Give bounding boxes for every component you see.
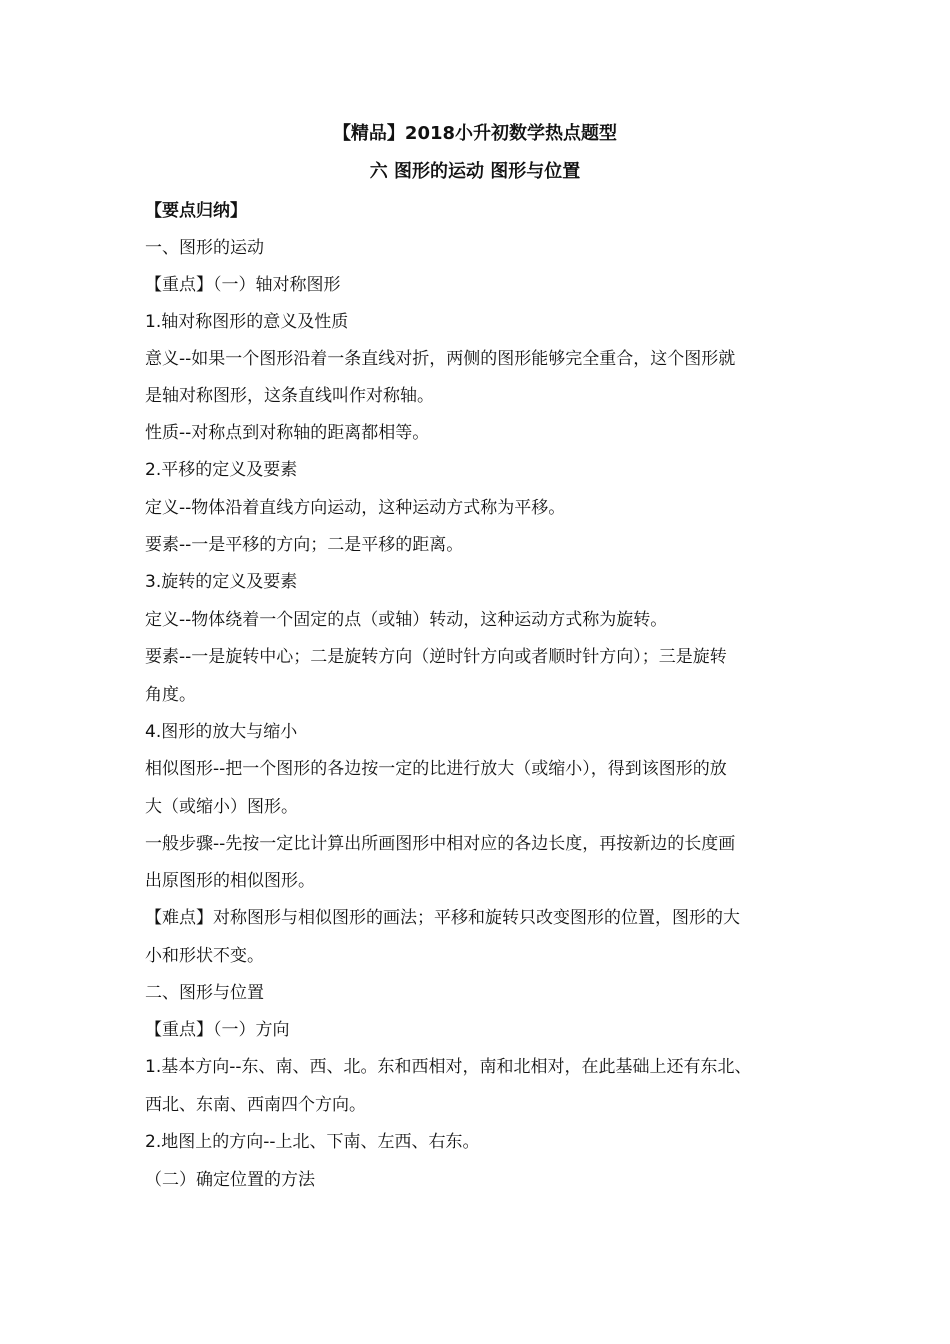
text-line: 要素--一是平移的方向；二是平移的距离。 <box>145 535 464 555</box>
section-heading-summary: 【要点归纳】 <box>145 201 247 221</box>
item-heading: 1.轴对称图形的意义及性质 <box>145 312 349 332</box>
text-line: 出原图形的相似图形。 <box>145 871 315 891</box>
difficulty-line: 【难点】对称图形与相似图形的画法；平移和旋转只改变图形的位置，图形的大 <box>145 908 740 928</box>
section-heading-1: 一、图形的运动 <box>145 238 264 258</box>
text-line: 2.地图上的方向--上北、下南、左西、右东。 <box>145 1132 480 1152</box>
text-line: 1.基本方向--东、南、西、北。东和西相对，南和北相对，在此基础上还有东北、 <box>145 1057 752 1077</box>
text-line: 性质--对称点到对称轴的距离都相等。 <box>145 423 430 443</box>
text-line: 小和形状不变。 <box>145 946 264 966</box>
text-line: 角度。 <box>145 685 196 705</box>
text-line: 定义--物体沿着直线方向运动，这种运动方式称为平移。 <box>145 498 566 518</box>
subsection-heading: （二）确定位置的方法 <box>145 1170 315 1190</box>
text-line: 大（或缩小）图形。 <box>145 797 298 817</box>
item-heading: 3.旋转的定义及要素 <box>145 572 298 592</box>
document-title: 【精品】2018小升初数学热点题型 <box>332 123 618 144</box>
section-heading-2: 二、图形与位置 <box>145 983 264 1003</box>
item-heading: 4.图形的放大与缩小 <box>145 722 298 742</box>
item-heading: 2.平移的定义及要素 <box>145 460 298 480</box>
key-point-heading: 【重点】（一）轴对称图形 <box>145 275 341 295</box>
document-subtitle: 六 图形的运动 图形与位置 <box>369 161 581 182</box>
text-line: 要素--一是旋转中心；二是旋转方向（逆时针方向或者顺时针方向）；三是旋转 <box>145 647 727 667</box>
text-line: 定义--物体绕着一个固定的点（或轴）转动，这种运动方式称为旋转。 <box>145 610 668 630</box>
text-line: 一般步骤--先按一定比计算出所画图形中相对应的各边长度，再按新边的长度画 <box>145 834 736 854</box>
text-line: 是轴对称图形，这条直线叫作对称轴。 <box>145 386 434 406</box>
text-line: 意义--如果一个图形沿着一条直线对折，两侧的图形能够完全重合，这个图形就 <box>145 349 736 369</box>
key-point-heading: 【重点】（一）方向 <box>145 1020 290 1040</box>
text-line: 西北、东南、西南四个方向。 <box>145 1095 366 1115</box>
text-line: 相似图形--把一个图形的各边按一定的比进行放大（或缩小），得到该图形的放 <box>145 759 727 779</box>
